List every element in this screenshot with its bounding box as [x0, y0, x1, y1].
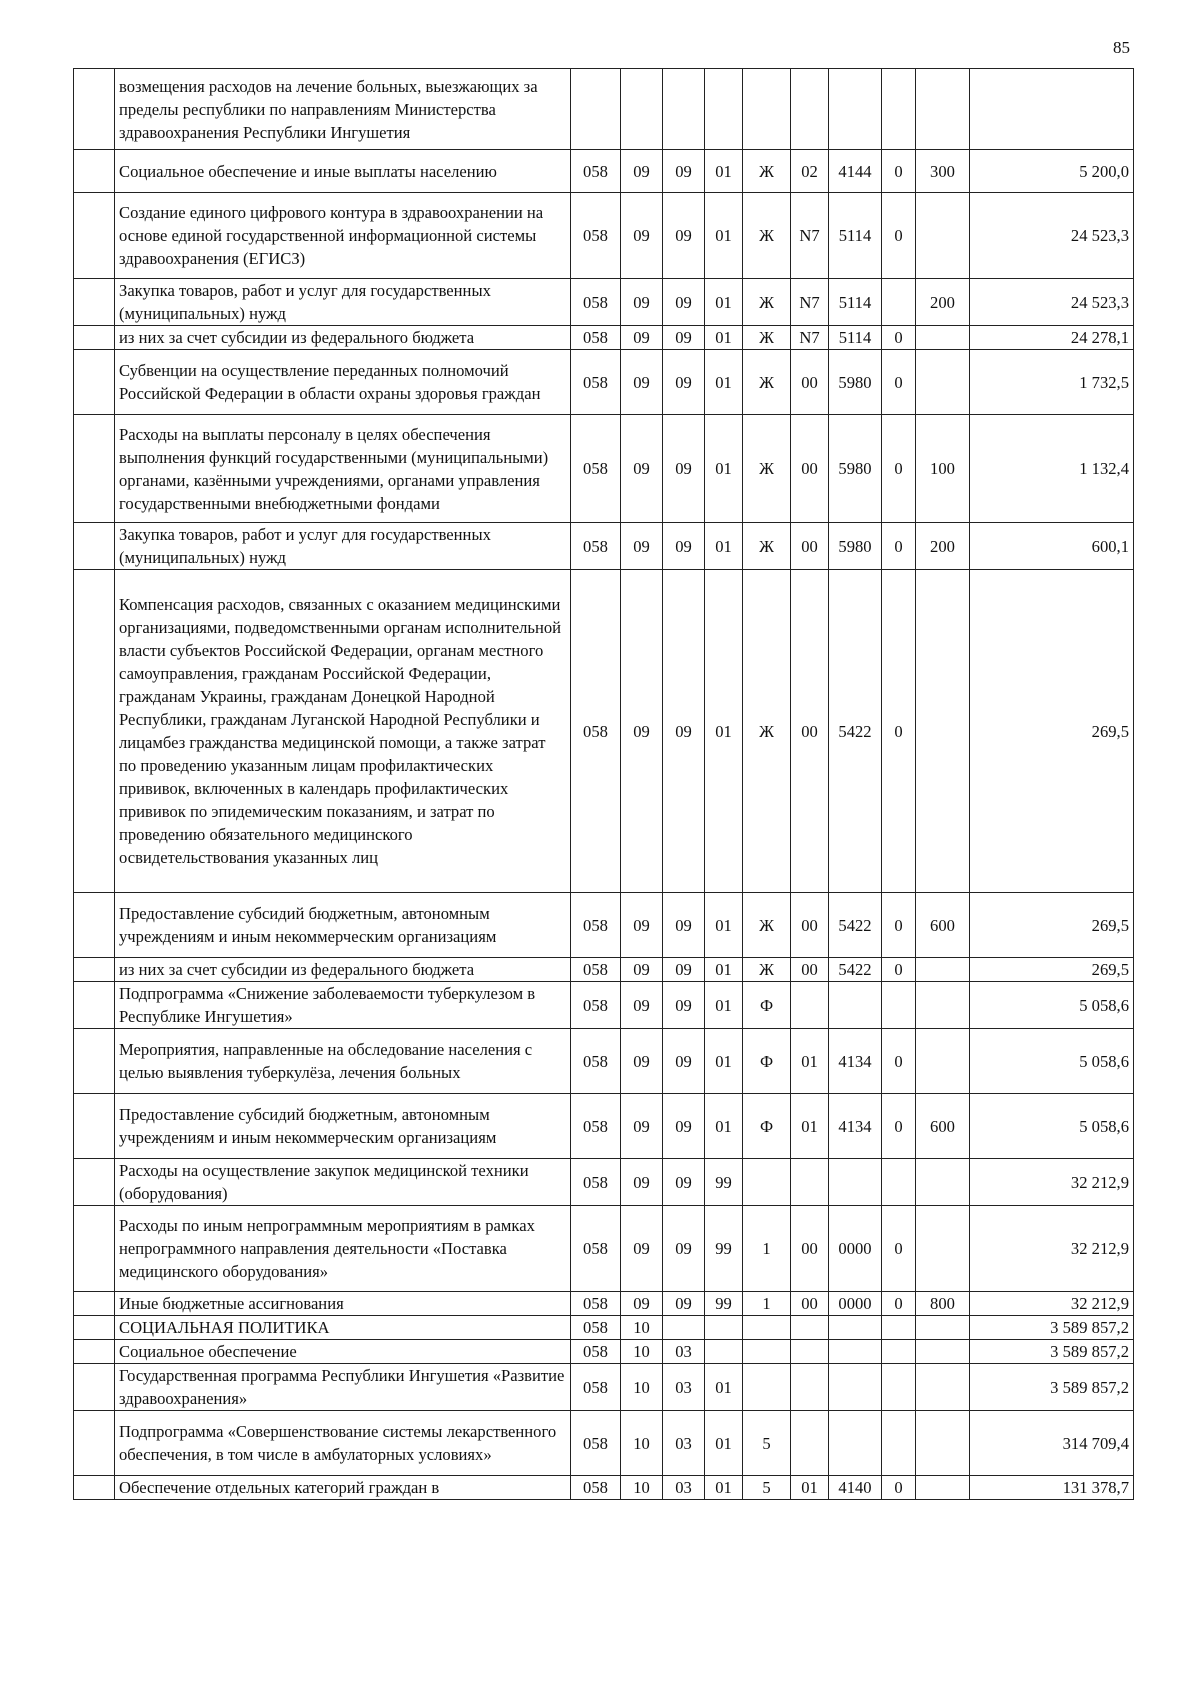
code-cell: 1 [743, 1292, 791, 1316]
amount-cell: 3 589 857,2 [970, 1316, 1134, 1340]
code-cell: 01 [705, 1411, 743, 1476]
table-row [74, 415, 1134, 523]
code-cell: 09 [621, 150, 663, 193]
row-description: Расходы на выплаты персоналу в целях обеспечения выполнения функций государственными (муниципальными) органами, казёнными учреждениями, органами управления государственными внебюджетными фондами [115, 415, 571, 523]
row-description: СОЦИАЛЬНАЯ ПОЛИТИКА [115, 1316, 571, 1340]
code-cell: 01 [705, 1029, 743, 1094]
code-cell: 01 [705, 193, 743, 279]
code-cell: 09 [663, 958, 705, 982]
code-cell: 09 [663, 1206, 705, 1292]
code-cell [882, 279, 916, 326]
code-cell: 058 [571, 415, 621, 523]
code-cell: 00 [791, 350, 829, 415]
code-cell: 03 [663, 1364, 705, 1411]
amount-cell: 314 709,4 [970, 1411, 1134, 1476]
amount-cell: 32 212,9 [970, 1159, 1134, 1206]
code-cell [663, 1316, 705, 1340]
code-cell: 09 [663, 193, 705, 279]
code-cell: 200 [916, 279, 970, 326]
code-cell: 10 [621, 1340, 663, 1364]
row-description: Государственная программа Республики Ингушетия «Развитие здравоохранения» [115, 1364, 571, 1411]
code-cell [829, 982, 882, 1029]
row-description: Подпрограмма «Совершенствование системы лекарственного обеспечения, в том числе в амбулаторных условиях» [115, 1411, 571, 1476]
code-cell: 09 [663, 415, 705, 523]
code-cell [743, 1316, 791, 1340]
code-cell: 01 [705, 150, 743, 193]
code-cell: 5422 [829, 958, 882, 982]
code-cell: 058 [571, 570, 621, 893]
code-cell [916, 958, 970, 982]
code-cell: 1 [743, 1206, 791, 1292]
table-row [74, 1159, 1134, 1206]
row-margin-cell [74, 350, 115, 415]
code-cell [743, 1159, 791, 1206]
code-cell [916, 1316, 970, 1340]
code-cell: 01 [791, 1029, 829, 1094]
code-cell: Ф [743, 982, 791, 1029]
code-cell: 5422 [829, 893, 882, 958]
row-margin-cell [74, 1411, 115, 1476]
table-row [74, 893, 1134, 958]
code-cell: 01 [705, 523, 743, 570]
code-cell: 10 [621, 1411, 663, 1476]
code-cell: 09 [621, 958, 663, 982]
code-cell: Ж [743, 150, 791, 193]
code-cell: Ф [743, 1094, 791, 1159]
code-cell: 0 [882, 893, 916, 958]
amount-cell: 24 278,1 [970, 326, 1134, 350]
code-cell: 0 [882, 350, 916, 415]
row-description: Компенсация расходов, связанных с оказанием медицинскими организациями, подведомственными органам исполнительной власти субъектов Российской Федерации, органам местного самоуправления, гражданам Российской Федерации, гражданам Украины, гражданам Донецкой Народной Республики, гражданам Луганской Народной Республики и лицамбез гражданства медицинской помощи, а также затрат по проведению указанным лицам профилактических прививок, включенных в календарь профилактических прививок по эпидемическим показаниям, и затрат по проведению обязательного медицинского освидетельствования указанных лиц [115, 570, 571, 893]
code-cell: 09 [663, 279, 705, 326]
amount-cell: 5 058,6 [970, 1094, 1134, 1159]
row-margin-cell [74, 1340, 115, 1364]
code-cell: 0 [882, 523, 916, 570]
code-cell: 01 [705, 893, 743, 958]
row-description: из них за счет субсидии из федерального бюджета [115, 958, 571, 982]
code-cell: 058 [571, 193, 621, 279]
row-description: Предоставление субсидий бюджетным, автономным учреждениям и иным некоммерческим организациям [115, 1094, 571, 1159]
row-margin-cell [74, 1364, 115, 1411]
amount-cell: 600,1 [970, 523, 1134, 570]
row-description: Предоставление субсидий бюджетным, автономным учреждениям и иным некоммерческим организациям [115, 893, 571, 958]
row-margin-cell [74, 958, 115, 982]
code-cell: 600 [916, 893, 970, 958]
code-cell: 00 [791, 893, 829, 958]
code-cell: 09 [663, 1159, 705, 1206]
row-description: Закупка товаров, работ и услуг для государственных (муниципальных) нужд [115, 523, 571, 570]
amount-cell: 3 589 857,2 [970, 1364, 1134, 1411]
code-cell [916, 326, 970, 350]
code-cell: 03 [663, 1340, 705, 1364]
code-cell: 03 [663, 1476, 705, 1500]
code-cell: Ж [743, 326, 791, 350]
code-cell: 99 [705, 1292, 743, 1316]
code-cell [621, 69, 663, 150]
code-cell: Ж [743, 958, 791, 982]
code-cell: 058 [571, 279, 621, 326]
row-margin-cell [74, 570, 115, 893]
code-cell: 09 [621, 415, 663, 523]
code-cell: 09 [663, 150, 705, 193]
row-description: Расходы на осуществление закупок медицинской техники (оборудования) [115, 1159, 571, 1206]
table-row [74, 1411, 1134, 1476]
code-cell: 4140 [829, 1476, 882, 1500]
table-row [74, 279, 1134, 326]
code-cell: 09 [621, 570, 663, 893]
table-row [74, 1206, 1134, 1292]
code-cell: 09 [663, 1094, 705, 1159]
code-cell: 00 [791, 570, 829, 893]
code-cell: 09 [621, 1206, 663, 1292]
code-cell: 800 [916, 1292, 970, 1316]
row-margin-cell [74, 1292, 115, 1316]
amount-cell: 269,5 [970, 570, 1134, 893]
row-margin-cell [74, 193, 115, 279]
row-margin-cell [74, 1159, 115, 1206]
code-cell: 600 [916, 1094, 970, 1159]
amount-cell [970, 69, 1134, 150]
amount-cell: 5 058,6 [970, 982, 1134, 1029]
amount-cell: 5 200,0 [970, 150, 1134, 193]
code-cell [916, 1029, 970, 1094]
code-cell: Ж [743, 279, 791, 326]
code-cell: N7 [791, 279, 829, 326]
code-cell: 0 [882, 570, 916, 893]
code-cell: 058 [571, 1029, 621, 1094]
row-margin-cell [74, 523, 115, 570]
page-number: 85 [1113, 38, 1130, 57]
table-row [74, 958, 1134, 982]
row-margin-cell [74, 279, 115, 326]
row-description: Социальное обеспечение и иные выплаты населению [115, 150, 571, 193]
code-cell: 01 [705, 326, 743, 350]
code-cell [743, 1364, 791, 1411]
code-cell [791, 1159, 829, 1206]
code-cell: 10 [621, 1316, 663, 1340]
code-cell [791, 1340, 829, 1364]
code-cell: 09 [663, 982, 705, 1029]
table-row [74, 150, 1134, 193]
code-cell: 058 [571, 893, 621, 958]
code-cell: 09 [621, 982, 663, 1029]
table-row [74, 193, 1134, 279]
code-cell: 058 [571, 1094, 621, 1159]
amount-cell: 269,5 [970, 893, 1134, 958]
code-cell [829, 1340, 882, 1364]
budget-table [73, 68, 1134, 1500]
code-cell: 058 [571, 982, 621, 1029]
code-cell: 01 [705, 1094, 743, 1159]
code-cell: 5980 [829, 415, 882, 523]
amount-cell: 32 212,9 [970, 1292, 1134, 1316]
code-cell [791, 1411, 829, 1476]
code-cell [743, 69, 791, 150]
row-description: возмещения расходов на лечение больных, выезжающих за пределы республики по направлениям Министерства здравоохранения Республики Ингушетия [115, 69, 571, 150]
row-description: Мероприятия, направленные на обследование населения с целью выявления туберкулёза, лечения больных [115, 1029, 571, 1094]
code-cell: 09 [621, 1159, 663, 1206]
code-cell: 5114 [829, 326, 882, 350]
table-row [74, 326, 1134, 350]
code-cell [916, 1206, 970, 1292]
code-cell: 09 [621, 193, 663, 279]
code-cell [829, 1364, 882, 1411]
code-cell: 01 [705, 415, 743, 523]
amount-cell: 32 212,9 [970, 1206, 1134, 1292]
code-cell [916, 982, 970, 1029]
code-cell: 00 [791, 1292, 829, 1316]
code-cell: 01 [791, 1476, 829, 1500]
code-cell: 0000 [829, 1206, 882, 1292]
code-cell: Ж [743, 523, 791, 570]
amount-cell: 1 732,5 [970, 350, 1134, 415]
code-cell: 01 [705, 958, 743, 982]
amount-cell: 1 132,4 [970, 415, 1134, 523]
code-cell: 0 [882, 193, 916, 279]
row-description: Создание единого цифрового контура в здравоохранении на основе единой государственной информационной системы здравоохранения (ЕГИСЗ) [115, 193, 571, 279]
row-description: Расходы по иным непрограммным мероприятиям в рамках непрограммного направления деятельности «Поставка медицинского оборудования» [115, 1206, 571, 1292]
code-cell: 09 [621, 893, 663, 958]
code-cell [882, 1340, 916, 1364]
code-cell: 300 [916, 150, 970, 193]
code-cell [791, 1364, 829, 1411]
code-cell: 09 [663, 893, 705, 958]
code-cell: 0 [882, 326, 916, 350]
code-cell [663, 69, 705, 150]
row-description: Обеспечение отдельных категорий граждан в [115, 1476, 571, 1500]
row-margin-cell [74, 1476, 115, 1500]
table-row [74, 1292, 1134, 1316]
code-cell: 058 [571, 350, 621, 415]
row-description: Иные бюджетные ассигнования [115, 1292, 571, 1316]
code-cell: 0 [882, 1094, 916, 1159]
table-row [74, 69, 1134, 150]
code-cell: 0 [882, 415, 916, 523]
code-cell: 058 [571, 1292, 621, 1316]
code-cell: 09 [663, 1292, 705, 1316]
code-cell: 09 [621, 1292, 663, 1316]
row-margin-cell [74, 1094, 115, 1159]
code-cell: 02 [791, 150, 829, 193]
code-cell: 01 [705, 982, 743, 1029]
code-cell [791, 1316, 829, 1340]
code-cell: 5114 [829, 279, 882, 326]
code-cell [916, 350, 970, 415]
code-cell: 09 [663, 570, 705, 893]
code-cell: 058 [571, 1411, 621, 1476]
code-cell: 09 [621, 326, 663, 350]
code-cell [829, 1316, 882, 1340]
table-row [74, 1476, 1134, 1500]
table-row [74, 1340, 1134, 1364]
code-cell [916, 193, 970, 279]
code-cell: 058 [571, 326, 621, 350]
code-cell: 09 [621, 523, 663, 570]
code-cell: 01 [705, 279, 743, 326]
code-cell [916, 1364, 970, 1411]
amount-cell: 24 523,3 [970, 279, 1134, 326]
code-cell: N7 [791, 326, 829, 350]
code-cell: 09 [621, 1029, 663, 1094]
code-cell: 01 [705, 1476, 743, 1500]
table-row [74, 1029, 1134, 1094]
code-cell [571, 69, 621, 150]
code-cell: 01 [705, 350, 743, 415]
table-row [74, 523, 1134, 570]
code-cell [882, 982, 916, 1029]
code-cell: 5980 [829, 350, 882, 415]
code-cell: 0000 [829, 1292, 882, 1316]
code-cell: 09 [621, 350, 663, 415]
row-margin-cell [74, 1029, 115, 1094]
code-cell [882, 1159, 916, 1206]
code-cell: 01 [705, 1364, 743, 1411]
code-cell: 0 [882, 1476, 916, 1500]
code-cell: 4144 [829, 150, 882, 193]
amount-cell: 24 523,3 [970, 193, 1134, 279]
code-cell [705, 1340, 743, 1364]
code-cell: 058 [571, 1159, 621, 1206]
code-cell [882, 69, 916, 150]
row-margin-cell [74, 1206, 115, 1292]
code-cell [743, 1340, 791, 1364]
code-cell: 09 [663, 350, 705, 415]
code-cell [882, 1316, 916, 1340]
code-cell: 0 [882, 1029, 916, 1094]
code-cell: 0 [882, 1292, 916, 1316]
code-cell: 0 [882, 1206, 916, 1292]
amount-cell: 3 589 857,2 [970, 1340, 1134, 1364]
row-margin-cell [74, 893, 115, 958]
code-cell [829, 1159, 882, 1206]
code-cell: Ж [743, 893, 791, 958]
row-margin-cell [74, 415, 115, 523]
code-cell: 058 [571, 1206, 621, 1292]
code-cell [791, 982, 829, 1029]
code-cell: Ж [743, 193, 791, 279]
code-cell: 058 [571, 1340, 621, 1364]
amount-cell: 5 058,6 [970, 1029, 1134, 1094]
code-cell: 5 [743, 1411, 791, 1476]
code-cell: 10 [621, 1476, 663, 1500]
table-row [74, 982, 1134, 1029]
code-cell [791, 69, 829, 150]
code-cell: N7 [791, 193, 829, 279]
row-margin-cell [74, 69, 115, 150]
code-cell [916, 1159, 970, 1206]
code-cell [829, 69, 882, 150]
row-margin-cell [74, 326, 115, 350]
code-cell [916, 1476, 970, 1500]
code-cell: 5 [743, 1476, 791, 1500]
code-cell: 200 [916, 523, 970, 570]
code-cell: Ж [743, 415, 791, 523]
code-cell: 00 [791, 523, 829, 570]
code-cell: 058 [571, 523, 621, 570]
code-cell: 09 [663, 326, 705, 350]
code-cell: 4134 [829, 1029, 882, 1094]
code-cell: 058 [571, 1316, 621, 1340]
code-cell: 03 [663, 1411, 705, 1476]
amount-cell: 131 378,7 [970, 1476, 1134, 1500]
code-cell: 09 [663, 1029, 705, 1094]
code-cell: 09 [621, 1094, 663, 1159]
code-cell: 00 [791, 958, 829, 982]
row-description: из них за счет субсидии из федерального бюджета [115, 326, 571, 350]
code-cell: 058 [571, 1364, 621, 1411]
row-description: Закупка товаров, работ и услуг для государственных (муниципальных) нужд [115, 279, 571, 326]
code-cell [705, 1316, 743, 1340]
code-cell: 09 [621, 279, 663, 326]
code-cell: 100 [916, 415, 970, 523]
table-row [74, 1316, 1134, 1340]
code-cell [705, 69, 743, 150]
amount-cell: 269,5 [970, 958, 1134, 982]
code-cell [882, 1411, 916, 1476]
code-cell: 01 [791, 1094, 829, 1159]
code-cell: 058 [571, 958, 621, 982]
table-row [74, 350, 1134, 415]
row-description: Подпрограмма «Снижение заболеваемости туберкулезом в Республике Ингушетия» [115, 982, 571, 1029]
code-cell: Ф [743, 1029, 791, 1094]
row-margin-cell [74, 982, 115, 1029]
code-cell: 0 [882, 958, 916, 982]
code-cell [916, 69, 970, 150]
row-margin-cell [74, 150, 115, 193]
code-cell: Ж [743, 350, 791, 415]
code-cell: 09 [663, 523, 705, 570]
row-description: Субвенции на осуществление переданных полномочий Российской Федерации в области охраны здоровья граждан [115, 350, 571, 415]
code-cell: Ж [743, 570, 791, 893]
table-row [74, 570, 1134, 893]
code-cell: 10 [621, 1364, 663, 1411]
code-cell: 058 [571, 150, 621, 193]
table-row [74, 1094, 1134, 1159]
code-cell: 01 [705, 570, 743, 893]
code-cell: 058 [571, 1476, 621, 1500]
code-cell: 00 [791, 415, 829, 523]
code-cell: 4134 [829, 1094, 882, 1159]
code-cell: 5114 [829, 193, 882, 279]
code-cell [882, 1364, 916, 1411]
code-cell [916, 570, 970, 893]
table-row [74, 1364, 1134, 1411]
code-cell: 5422 [829, 570, 882, 893]
code-cell: 0 [882, 150, 916, 193]
code-cell: 99 [705, 1159, 743, 1206]
code-cell: 99 [705, 1206, 743, 1292]
code-cell: 5980 [829, 523, 882, 570]
code-cell [829, 1411, 882, 1476]
code-cell [916, 1340, 970, 1364]
code-cell: 00 [791, 1206, 829, 1292]
row-margin-cell [74, 1316, 115, 1340]
row-description: Социальное обеспечение [115, 1340, 571, 1364]
code-cell [916, 1411, 970, 1476]
